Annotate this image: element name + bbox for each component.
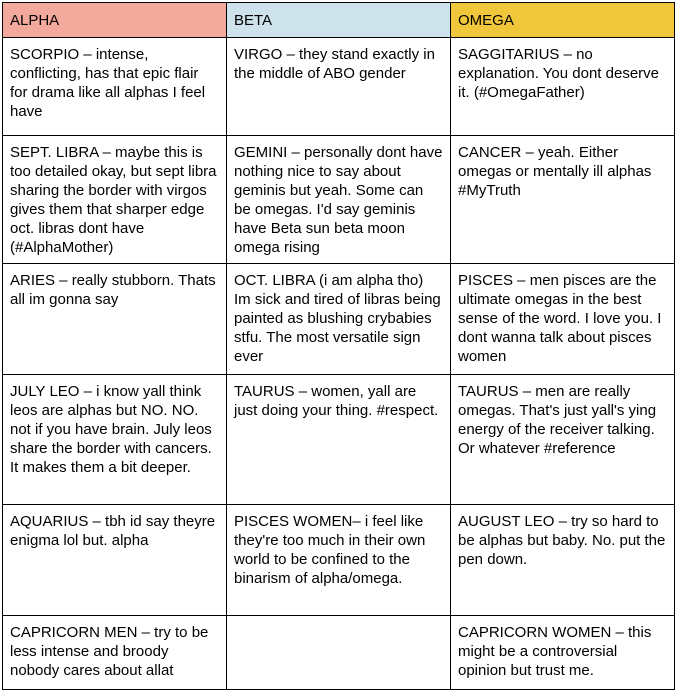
cell-omega: CAPRICORN WOMEN – this might be a controversial opinion but trust me. (451, 616, 675, 690)
cell-alpha: SCORPIO – intense, conflicting, has that epic flair for drama like all alphas I feel have (3, 38, 227, 136)
cell-omega: SAGGITARIUS – no explanation. You dont deserve it. (#OmegaFather) (451, 38, 675, 136)
cell-beta: GEMINI – personally dont have nothing nice to say about geminis but yeah. Some can be omegas. I'd say geminis have Beta sun beta moon omega rising (227, 136, 451, 264)
cell-alpha: ARIES – really stubborn. Thats all im gonna say (3, 264, 227, 375)
cell-alpha: CAPRICORN MEN – try to be less intense and broody nobody cares about allat (3, 616, 227, 690)
zodiac-abo-table (2, 2, 675, 690)
cell-alpha: SEPT. LIBRA – maybe this is too detailed okay, but sept libra sharing the border with virgos gives them that sharper edge oct. libras dont have (#AlphaMother) (3, 136, 227, 264)
cell-beta (227, 616, 451, 690)
cell-omega: CANCER – yeah. Either omegas or mentally ill alphas #MyTruth (451, 136, 675, 264)
cell-beta: OCT. LIBRA (i am alpha tho) Im sick and tired of libras being painted as blushing crybabies stfu. The most versatile sign ever (227, 264, 451, 375)
cell-omega: AUGUST LEO – try so hard to be alphas but baby. No. put the pen down. (451, 505, 675, 616)
cell-omega: TAURUS – men are really omegas. That's just yall's ying energy of the receiver talking. Or whatever #reference (451, 375, 675, 505)
table-row (3, 136, 675, 264)
cell-beta: PISCES WOMEN– i feel like they're too much in their own world to be confined to the binarism of alpha/omega. (227, 505, 451, 616)
header-alpha: ALPHA (3, 3, 227, 38)
table-row (3, 616, 675, 690)
header-beta: BETA (227, 3, 451, 38)
header-omega: OMEGA (451, 3, 675, 38)
header-row (3, 3, 675, 38)
table-row (3, 264, 675, 375)
cell-omega: PISCES – men pisces are the ultimate omegas in the best sense of the word. I love you. I dont wanna talk about pisces women (451, 264, 675, 375)
cell-alpha: AQUARIUS – tbh id say theyre enigma lol but. alpha (3, 505, 227, 616)
cell-beta: VIRGO – they stand exactly in the middle of ABO gender (227, 38, 451, 136)
table-row (3, 375, 675, 505)
table-row (3, 505, 675, 616)
cell-beta: TAURUS – women, yall are just doing your thing. #respect. (227, 375, 451, 505)
cell-alpha: JULY LEO – i know yall think leos are alphas but NO. NO. not if you have brain. July leos share the border with cancers. It makes them a bit deeper. (3, 375, 227, 505)
table-row (3, 38, 675, 136)
